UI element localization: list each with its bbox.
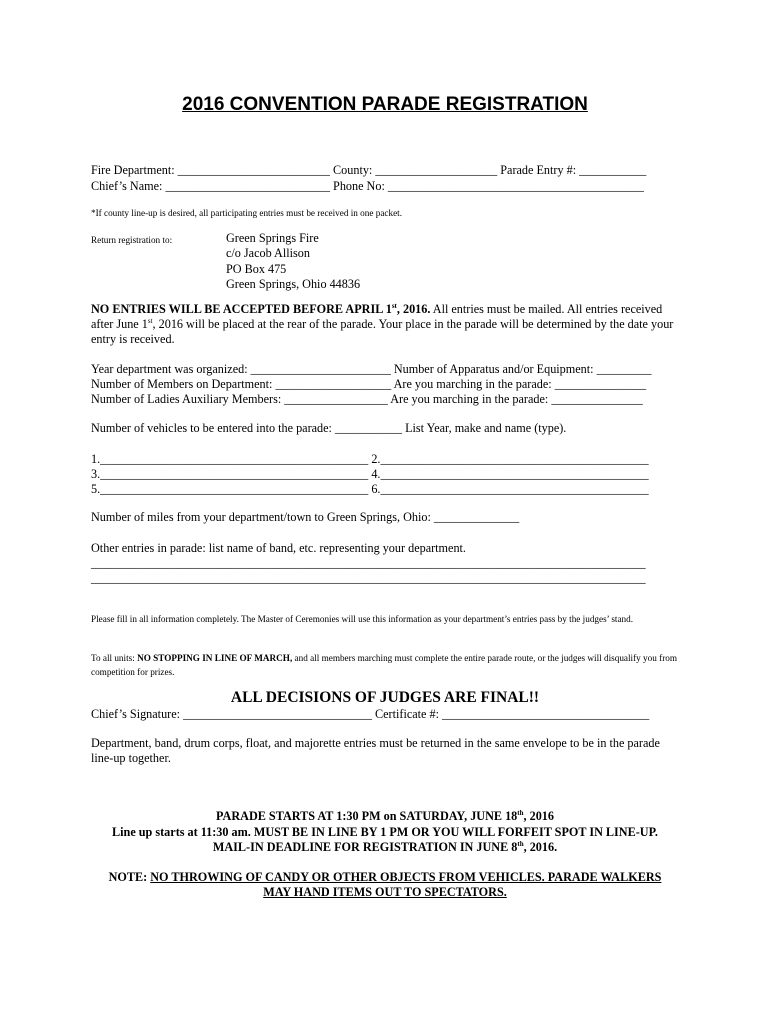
deadline-sup: th bbox=[517, 839, 524, 848]
signature-certificate-line: Chief’s Signature: _______________________________ Certificate #: __________________________________ bbox=[91, 707, 650, 721]
deadline-b: , 2016. bbox=[523, 840, 558, 854]
parade-start-sup: th bbox=[517, 808, 524, 817]
decisions-heading: ALL DECISIONS OF JUDGES ARE FINAL!! bbox=[230, 689, 540, 706]
parade-start-a: PARADE STARTS AT 1:30 PM on SATURDAY, JUNE 18 bbox=[216, 809, 518, 823]
chief-name-phone-line: Chief’s Name: ___________________________ Phone No: __________________________________________ bbox=[91, 179, 644, 193]
units-note-bold: NO STOPPING IN LINE OF MARCH, bbox=[137, 653, 293, 663]
ladies-auxiliary-line: Number of Ladies Auxiliary Members: _________________ Are you marching in the parade: _______________ bbox=[91, 392, 643, 406]
final-note-prefix: NOTE: bbox=[108, 870, 151, 884]
final-note-line-1 bbox=[0, 870, 770, 885]
return-address-line-1: Green Springs Fire bbox=[226, 231, 319, 245]
return-address-line-3: PO Box 475 bbox=[226, 262, 287, 276]
return-address-line-2: c/o Jacob Allison bbox=[226, 246, 310, 260]
units-note bbox=[91, 651, 681, 679]
envelope-note: Department, band, drum corps, float, and majorette entries must be returned in the same envelope to be in the parade line-up together. bbox=[91, 736, 660, 765]
entries-notice-bold-a: NO ENTRIES WILL BE ACCEPTED BEFORE APRIL 1 bbox=[91, 302, 392, 316]
entries-notice-text-a: All entries must be mailed. All entries received after June 1 bbox=[91, 302, 663, 331]
final-note-underlined-1: NO THROWING OF CANDY OR OTHER OBJECTS FROM VEHICLES. PARADE WALKERS bbox=[150, 870, 662, 884]
county-lineup-note: *If county line-up is desired, all participating entries must be received in one packet. bbox=[91, 208, 402, 218]
members-line: Number of Members on Department: ___________________ Are you marching in the parade: _______________ bbox=[91, 377, 647, 391]
units-note-prefix: To all units: bbox=[91, 653, 138, 663]
return-registration-label: Return registration to: bbox=[91, 235, 173, 245]
other-entries-label: Other entries in parade: list name of band, etc. representing your department. bbox=[91, 541, 466, 555]
parade-start-b: , 2016 bbox=[523, 809, 554, 823]
final-note-line-2: MAY HAND ITEMS OUT TO SPECTATORS. bbox=[263, 885, 507, 899]
deadline-a: MAIL-IN DEADLINE FOR REGISTRATION IN JUNE 8 bbox=[212, 840, 518, 854]
vehicle-lines-5-6: 5.____________________________________________ 6.____________________________________________ bbox=[91, 482, 649, 496]
vehicle-lines-1-2: 1.____________________________________________ 2.____________________________________________ bbox=[91, 452, 649, 466]
fire-department-county-entry-line: Fire Department: _________________________ County: ____________________ Parade Entry #: ___________ bbox=[91, 163, 647, 177]
entries-notice-text-b: , 2016 will be placed at the rear of the parade. Your place in the parade will be determined by the date your entry is received. bbox=[91, 317, 674, 346]
entries-notice-bold-b: , 2016. bbox=[396, 302, 431, 316]
parade-start-line bbox=[0, 809, 770, 824]
lineup-line: Line up starts at 11:30 am. MUST BE IN LINE BY 1 PM OR YOU WILL FORFEIT SPOT IN LINE-UP. bbox=[112, 825, 658, 839]
mail-in-deadline-line bbox=[0, 840, 770, 855]
form-title: 2016 CONVENTION PARADE REGISTRATION bbox=[182, 94, 588, 115]
vehicle-lines-3-4: 3.____________________________________________ 4.____________________________________________ bbox=[91, 467, 649, 481]
return-address-line-4: Green Springs, Ohio 44836 bbox=[226, 277, 361, 291]
entries-notice-bold-sup: st bbox=[391, 301, 397, 310]
units-note-suffix: and all members marching must complete the entire parade route, or the judges will disqualify you from competition for prizes. bbox=[91, 653, 677, 677]
miles-line: Number of miles from your department/town to Green Springs, Ohio: ______________ bbox=[91, 510, 520, 524]
entries-notice-paragraph bbox=[91, 302, 681, 347]
year-organized-line: Year department was organized: _______________________ Number of Apparatus and/or Equipment: _________ bbox=[91, 362, 652, 376]
other-entries-line-2: ___________________________________________________________________________________________ bbox=[91, 571, 646, 585]
entries-notice-text-sup: st bbox=[147, 316, 153, 325]
fill-information-note: Please fill in all information completely. The Master of Ceremonies will use this information as your department’s entries pass by the judges’ stand. bbox=[91, 614, 634, 624]
other-entries-line-1: ___________________________________________________________________________________________ bbox=[91, 556, 646, 570]
vehicles-count-line: Number of vehicles to be entered into the parade: ___________ List Year, make and name (type). bbox=[91, 421, 567, 435]
